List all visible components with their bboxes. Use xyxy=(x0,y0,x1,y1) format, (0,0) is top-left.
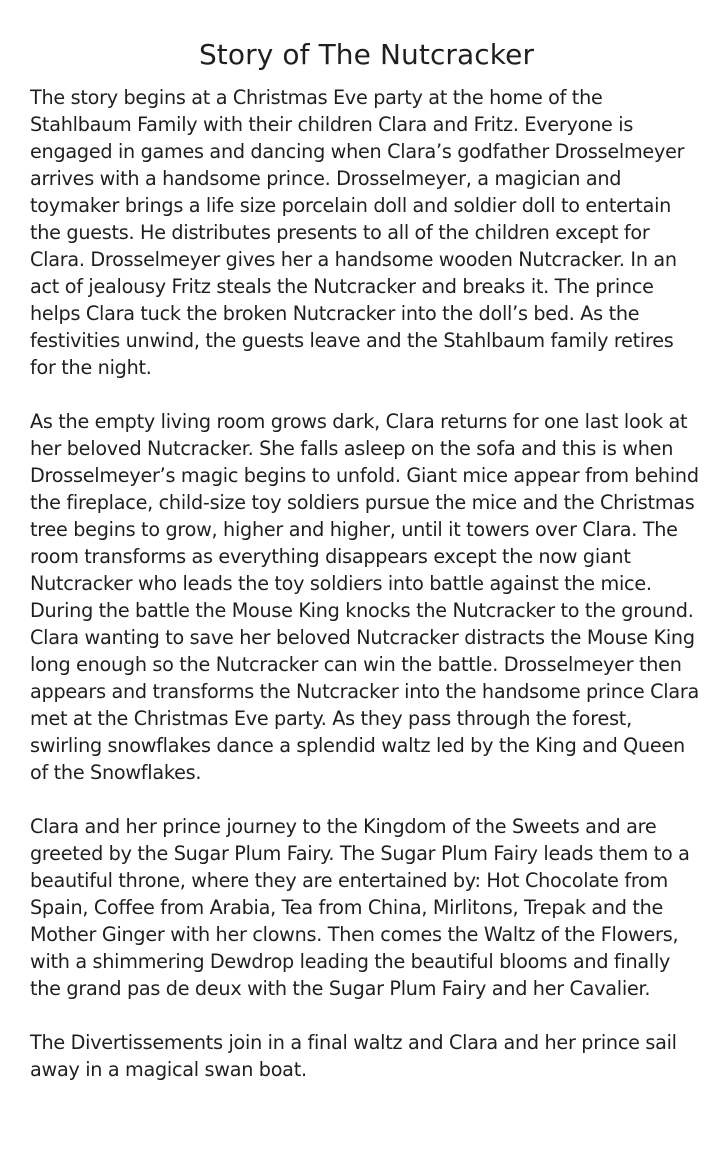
document-title: Story of The Nutcracker xyxy=(198,38,535,71)
paragraph-kingdom-of-sweets: Clara and her prince journey to the Kingdom of the Sweets and are greeted by the Sugar Plum Fairy. The Sugar Plum Fairy leads them to a beautiful throne, where they are entertained by: Hot Chocolate from Spain, Coffee from Arabia, Tea from China, Mirlitons, Trepak and the Mother Ginger with her clowns. Then comes the Waltz of the Flowers, with a shimmering Dewdrop leading the beautiful blooms and finally the grand pas de deux with the Sugar Plum Fairy and her Cavalier. xyxy=(30,815,690,1000)
paragraph-battle: As the empty living room grows dark, Clara returns for one last look at her beloved Nutcracker. She falls asleep on the sofa and this is when Drosselmeyer’s magic begins to unfold. Giant mice appear from behind the fireplace, child-size toy soldiers pursue the mice and the Christmas tree begins to grow, higher and higher, until it towers over Clara. The room transforms as everything disappears except the now giant Nutcracker who leads the toy soldiers into battle against the mice. During the battle the Mouse King knocks the Nutcracker to the ground. Clara wanting to save her beloved Nutcracker distracts the Mouse King long enough so the Nutcracker can win the battle. Drosselmeyer then appears and transforms the Nutcracker into the handsome prince Clara met at the Christmas Eve party. As they pass through the forest, swirling snowflakes dance a splendid waltz led by the King and Queen of the Snowflakes. xyxy=(30,410,699,784)
paragraph-party: The story begins at a Christmas Eve party at the home of the Stahlbaum Family with their children Clara and Fritz. Everyone is engaged in games and dancing when Clara’s godfather Drosselmeyer arrives with a handsome prince. Drosselmeyer, a magician and toymaker brings a life size porcelain doll and soldier doll to entertain the guests. He distributes presents to all of the children except for Clara. Drosselmeyer gives her a handsome wooden Nutcracker. In an act of jealousy Fritz steals the Nutcracker and breaks it. The prince helps Clara tuck the broken Nutcracker into the doll’s bed. As the festivities unwind, the guests leave and the Stahlbaum family retires for the night. xyxy=(30,86,685,379)
story-text xyxy=(30,84,703,1083)
paragraph-finale: The Divertissements join in a final waltz and Clara and her prince sail away in a magical swan boat. xyxy=(30,1031,677,1081)
